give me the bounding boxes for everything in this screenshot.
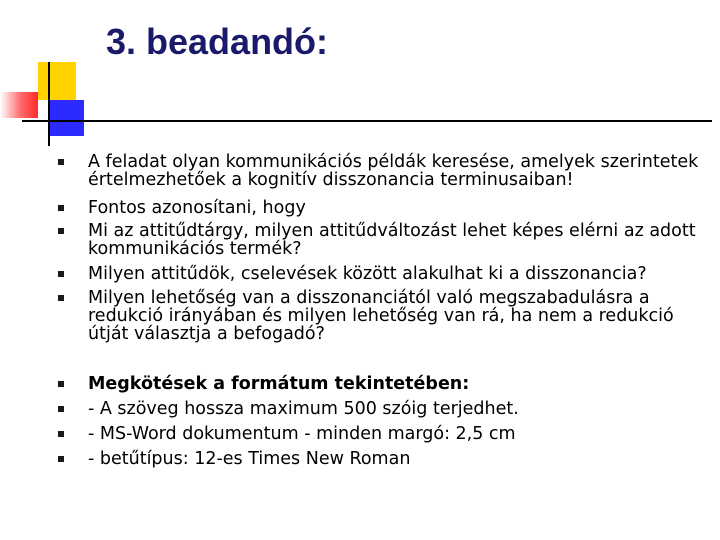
bullet-marker: [58, 205, 64, 211]
bullet-item: A feladat olyan kommunikációs példák keresése, amelyek szerintetek értelmezhetőek a kognitív disszonancia terminusaiban!: [88, 152, 699, 190]
bullet-item: Milyen attitűdök, cselevések között alakulhat ki a disszonancia?: [88, 264, 647, 284]
bullet-item: Mi az attitűdtárgy, milyen attitűdváltozást lehet képes elérni az adott kommunikációs termék?: [88, 221, 696, 259]
bullet-marker: [58, 456, 64, 462]
bullet-marker: [58, 159, 64, 165]
bullet-item: - betűtípus: 12-es Times New Roman: [88, 449, 411, 469]
bullet-marker: [58, 381, 64, 387]
bullet-item: - A szöveg hossza maximum 500 szóig terjedhet.: [88, 399, 519, 419]
bullet-marker: [58, 228, 64, 234]
bullet-item: - MS-Word dokumentum - minden margó: 2,5 cm: [88, 424, 516, 444]
bullet-marker: [58, 295, 64, 301]
bullet-item: Milyen lehetőség van a disszonanciától való megszabadulásra a redukció irányában és milyen lehetőség van rá, ha nem a redukció útját választja a befogadó?: [88, 288, 674, 344]
bullet-marker: [58, 431, 64, 437]
bullet-item-heading: Megkötések a formátum tekintetében:: [88, 374, 470, 394]
bullet-item: Fontos azonosítani, hogy: [88, 198, 306, 218]
slide-title: 3. beadandó:: [106, 21, 329, 62]
bullet-marker: [58, 271, 64, 277]
bullet-marker: [58, 406, 64, 412]
